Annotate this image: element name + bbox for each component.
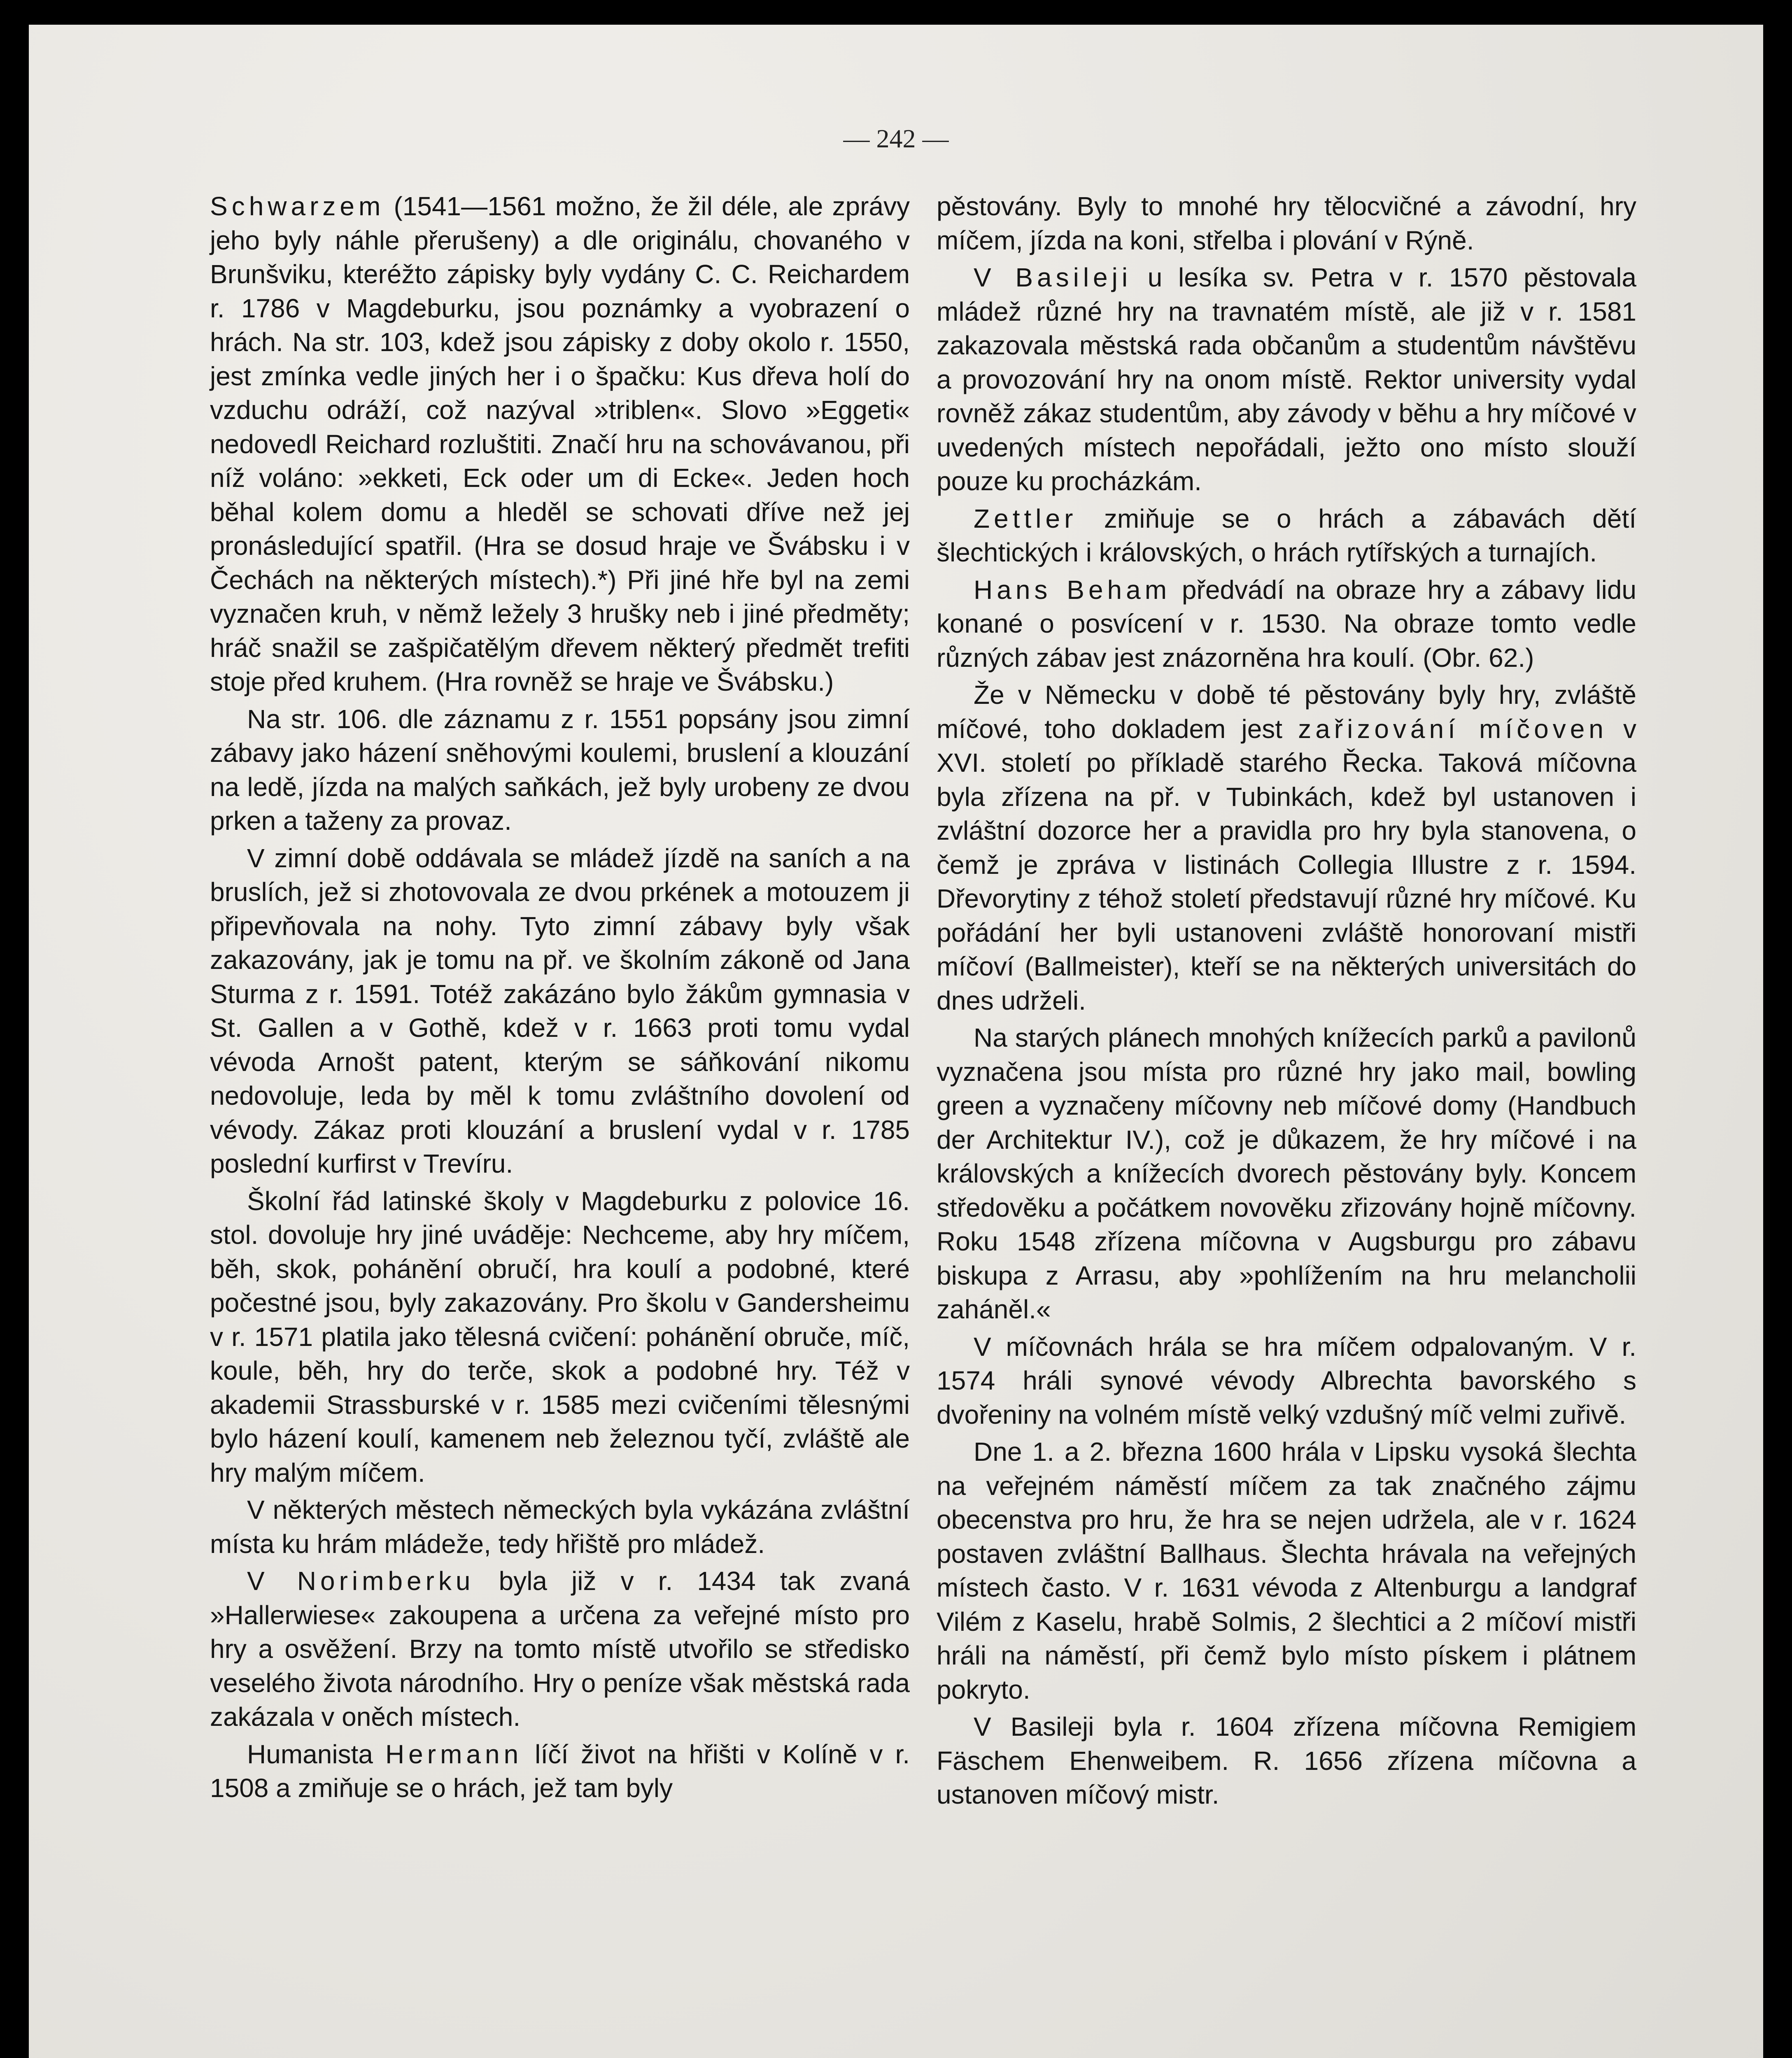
emphasized-name: Hermann: [385, 1739, 523, 1769]
paragraph: V některých městech německých byla vykázána zvláštní místa ku hrám mládeže, tedy hřiště pro mládež.: [210, 1495, 910, 1559]
paragraph: [937, 573, 1636, 675]
paragraph: [210, 189, 910, 699]
paragraph-text: byla již v r. 1434 tak zvaná »Hallerwiese« zakoupena a určena za veřejné místo pro hry a osvěžení. Brzy na tomto místě utvořilo se středisko veselého života národního. Hry o peníze však městská rada zakázala v oněch místech.: [210, 1566, 910, 1732]
paragraph: Na starých plánech mnohých knížecích parků a pavilonů vyznačena jsou místa pro různé hry jako mail, bowling green a vyznačeny míčovny neb míčové domy (Handbuch der Architektur IV.), což je důkazem, že hry míčové i na královských a knížecích dvorech pěstovány byly. Koncem středověku a počátkem novověku zřizovány hojně míčovny. Roku 1548 zřízena míčovna v Augsburgu pro zábavu biskupa z Arrasu, aby »pohlížením na hru melancholii zaháněl.«: [937, 1023, 1636, 1324]
page-number: — 242 —: [843, 124, 949, 153]
emphasized-place: V Basileji: [974, 263, 1132, 292]
paragraph-text: v XVI. století po příkladě starého Řecka. Taková míčovna byla zřízena na př. v Tubinkách, kdež byl ustanoven i zvláštní dozorce her a pravidla pro hry byla stanovena, o čemž je zpráva v listinách Collegia Illustre z r. 1594. Dřevorytiny z téhož století představují různé hry míčové. Ku pořádání her byli ustanoveni zvláště honorovaní mistři míčoví (Ballmeister), kteří se na některých universitách do dnes udrželi.: [937, 714, 1637, 1015]
emphasized-name: Zettler: [974, 503, 1077, 533]
paragraph-text: (1541—1561 možno, že žil déle, ale zprávy jeho byly náhle přerušeny) a dle originálu, chovaného v Brunšviku, kteréžto zápisky byly vydány C. C. Reichardem r. 1786 v Magdeburku, jsou poznámky a vyobrazení o hrách. Na str. 103, kdež jsou zápisky z doby okolo r. 1550, jest zmínka vedle jiných her i o špačku: Kus dřeva holí do vzduchu odráží, což nazýval »triblen«. Slovo »Eggeti« nedovedl Reichard rozluštiti. Značí hru na schovávanou, při níž voláno: »ekketi, Eck oder um di Ecke«. Jeden hoch běhal kolem domu a hleděl se schovati dříve než jej pronásledující spatřil. (Hra se dosud hraje ve Švábsku i v Čechách na některých místech).*) Při jiné hře byl na zemi vyznačen kruh, v němž ležely 3 hrušky neb i jiné předměty; hráč snažil se zašpičatělým dřevem některý předmět trefiti stoje před kruhem. (Hra rovněž se hraje ve Švábsku.): [210, 191, 910, 696]
paragraph-text: u lesíka sv. Petra v r. 1570 pěstovala mládež různé hry na travnatém místě, ale již v r. 1581 zakazovala městská rada občanům a studentům návštěvu a provozování hry na onom místě. Rektor university vydal rovněž zákaz studentům, aby závody v běhu a hry míčové v uvedených místech nepořádali, ježto ono místo slouží pouze ku procházkám.: [937, 263, 1637, 496]
paragraph-text: Humanista: [247, 1739, 385, 1769]
paragraph: Na str. 106. dle záznamu z r. 1551 popsány jsou zimní zábavy jako házení sněhovými koulemi, bruslení a klouzání na ledě, jízda na malých saňkách, jež byly urobeny ze dvou prken a taženy za provaz.: [210, 704, 910, 836]
paragraph: [937, 261, 1636, 498]
paragraph: V Basileji byla r. 1604 zřízena míčovna Remigiem Fäschem Ehenweibem. R. 1656 zřízena míčovna a ustanoven míčový mistr.: [937, 1712, 1636, 1809]
paragraph: Dne 1. a 2. března 1600 hrála v Lipsku vysoká šlechta na veřejném náměstí míčem za tak značného zájmu obecenstva pro hru, že hra se nejen udržela, ale v r. 1624 postaven zvláštní Ballhaus. Šlechta hrávala na veřejných místech často. V r. 1631 vévoda z Altenburgu a landgraf Vilém z Kaselu, hrabě Solmis, 2 šlechtici a 2 míčoví mistři hráli na náměstí, při čemž bylo místo pískem i plátnem pokryto.: [937, 1437, 1636, 1704]
paragraph-text: líčí život na hřišti v Kolíně v r. 1508 a zmiňuje se o hrách, jež tam byly: [210, 1739, 910, 1803]
scanned-page: [29, 25, 1763, 2058]
paragraph-text: Že v Německu v době té pěstovány byly hry, zvláště míčové, toho dokladem jest: [937, 680, 1636, 744]
paragraph: [937, 502, 1636, 570]
paragraph: [210, 1564, 910, 1734]
emphasized-name: Schwarzem: [210, 191, 385, 221]
paragraph: V zimní době oddávala se mládež jízdě na saních a na bruslích, jež si zhotovovala ze dvou prkének a motouzem ji připevňovala na nohy. Tyto zimní zábavy byly však zakazovány, jak je tomu na př. ve školním zákoně od Jana Sturma z r. 1591. Totéž zakázáno bylo žákům gymnasia v St. Gallen a v Gothě, kdež v r. 1663 proti tomu vydal vévoda Arnošt patent, kterým se sáňkování nikomu nedovoluje, leda by měl k tomu zvláštního dovolení od vévody. Zákaz proti klouzání a bruslení vydal v r. 1785 poslední kurfirst v Trevíru.: [210, 843, 910, 1178]
paragraph: pěstovány. Byly to mnohé hry tělocvičné a závodní, hry míčem, jízda na koni, střelba i plování v Rýně.: [937, 191, 1636, 255]
paragraph: V míčovnách hrála se hra míčem odpalovaným. V r. 1574 hráli synové vévody Albrechta bavorského s dvořeniny na volném místě velký vzdušný míč velmi zuřivě.: [937, 1332, 1636, 1429]
paragraph: Školní řád latinské školy v Magdeburku z polovice 16. stol. dovoluje hry jiné uváděje: Nechceme, aby hry míčem, běh, skok, pohánění obručí, hra koulí a podobné, které počestné jsou, byly zakazovány. Pro školu v Gandersheimu v r. 1571 platila jako tělesná cvičení: pohánění obruče, míč, koule, běh, hry do terče, skok a podobné hry. Též v akademii Strassburské v r. 1585 mezi cvičeními tělesnými bylo házení koulí, kamenem neb železnou tyčí, zvláště ale hry malým míčem.: [210, 1186, 910, 1488]
emphasized-name: Hans Beham: [974, 575, 1171, 605]
emphasized-term: zařizování míčoven: [1298, 714, 1608, 744]
left-column: [210, 189, 910, 1809]
paragraph: [937, 678, 1636, 1017]
paragraph-text: zmiňuje se o hrách a zábavách dětí šlechtických i královských, o hrách rytířských a turnajích.: [937, 503, 1636, 567]
emphasized-place: V Norimberku: [247, 1566, 475, 1596]
paragraph-text: předvádí na obraze hry a zábavy lidu konané o posvícení v r. 1530. Na obraze tomto vedle různých zábav jest znázorněna hra koulí. (Obr. 62.): [937, 575, 1637, 673]
paragraph: [210, 1737, 910, 1805]
right-column: [937, 189, 1636, 1815]
